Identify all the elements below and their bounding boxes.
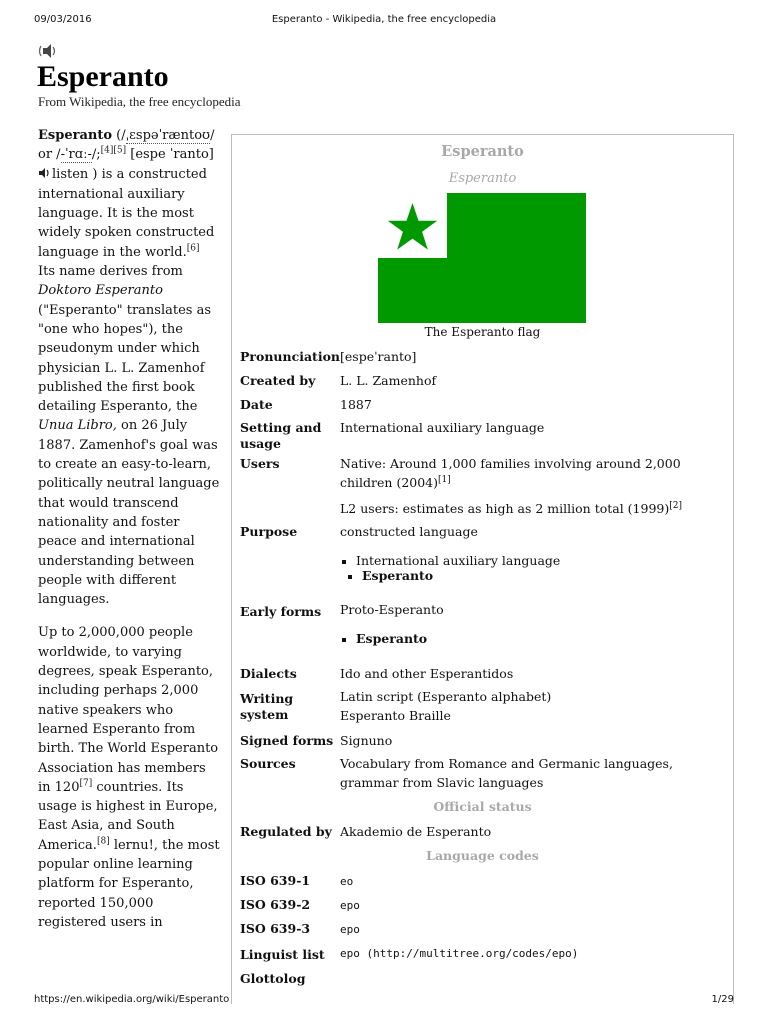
label-early-forms: Early forms [240,604,322,619]
pron-or: or / [38,147,61,163]
value-purpose[interactable]: constructed language [340,524,478,539]
section-language-codes: Language codes [426,848,539,863]
doktoro-esperanto: Doktoro Esperanto [38,283,163,299]
value-iso-639-3[interactable]: epo [340,923,360,936]
ref-5[interactable]: [5] [113,145,127,156]
ref-4[interactable]: [4] [100,145,114,156]
infobox-title: Esperanto [441,143,524,160]
listen-link[interactable]: listen [52,166,89,182]
bullet-icon [342,638,346,642]
lead-paragraph-1 [38,126,220,609]
esperanto-flag[interactable] [378,193,586,323]
value-sources: Vocabulary from Romance and Germanic languages, grammar from Slavic languages [340,756,673,790]
label-iso-639-1: ISO 639-1 [240,873,311,888]
label-pronunciation: Pronunciation [240,349,340,364]
pron-close: / [210,128,215,143]
users-l2-text: L2 users: estimates as high as 2 million total (1999) [340,501,670,516]
value-pronunciation: [espeˈranto] [340,349,417,364]
label-signed-forms: Signed forms [240,733,334,748]
value-users-native [340,454,725,492]
lead-text-d: on 26 July 1887. Zamenhof's goal was to create an easy-to-learn, politically neutral language that would transcend nationality and foster peace and international understanding between people with different languages. [38,418,220,608]
ref-6[interactable]: [6] [186,243,200,254]
users-native-text: Native: Around 1,000 families involving around 2,000 children (2004) [340,456,681,490]
lead-term: Esperanto [38,128,112,143]
value-users-l2 [340,499,725,518]
label-setting: Setting and usage [240,420,322,451]
infobox-native-name: Esperanto [448,171,517,186]
purpose-item-2[interactable] [348,568,433,583]
page-title: Esperanto [37,60,169,93]
print-url: https://en.wikipedia.org/wiki/Esperanto [34,994,230,1005]
esperanto-ipa: [espe ˈranto] [126,147,214,163]
label-iso-639-3: ISO 639-3 [240,921,311,936]
site-subtitle: From Wikipedia, the free encyclopedia [38,94,241,109]
label-regulated-by: Regulated by [240,824,332,839]
value-regulated-by[interactable]: Akademio de Esperanto [340,824,492,839]
flag-caption: The Esperanto flag [424,325,541,339]
p2-text-c: lernu!, the most popular online learning platform for Esperanto, reported 150,000 registered users in [38,837,220,930]
purpose-item-1[interactable] [342,553,560,568]
value-created-by[interactable]: L. L. Zamenhof [340,373,437,388]
early-forms-item-1-text: Esperanto [356,631,428,646]
p2-text-a: Up to 2,000,000 people worldwide, to varying degrees, speak Esperanto, including perhaps 2,000 native speakers who learned Esperanto from birth. The World Esperanto Association has members in 120 [38,625,219,795]
value-setting[interactable]: International auxiliary language [340,420,545,435]
lead-section [38,126,220,946]
listen-speaker-icon[interactable] [38,166,52,185]
purpose-item-2-text: Esperanto [362,568,434,583]
bullet-icon [342,560,346,564]
early-forms-item-1[interactable] [342,631,427,646]
value-iso-639-2[interactable]: epo [340,899,360,912]
ref-1[interactable]: [1] [438,474,451,485]
bullet-icon [348,575,352,579]
print-page-number: 1/29 [711,994,734,1005]
purpose-item-1-text: International auxiliary language [356,553,561,568]
value-writing-braille[interactable]: Esperanto Braille [340,708,451,723]
value-early-forms[interactable]: Proto-Esperanto [340,602,444,617]
label-date: Date [240,397,273,412]
label-writing-system: Writing system [240,691,294,722]
label-users: Users [240,456,280,471]
value-linguist-list[interactable]: epo (http://multitree.org/codes/epo) [340,947,579,960]
print-title: Esperanto - Wikipedia, the free encyclopedia [271,14,497,25]
label-sources: Sources [240,756,296,771]
ref-7[interactable]: [7] [79,778,93,789]
label-dialects: Dialects [240,666,297,681]
label-linguist-list: Linguist list [240,947,325,962]
ref-8[interactable]: [8] [96,836,110,847]
label-purpose: Purpose [240,524,298,539]
lead-text-b: Its name derives from [38,264,183,280]
unua-libro[interactable]: Unua Libro, [38,418,117,434]
ipa-link-2[interactable]: -ˈrɑː- [60,147,92,163]
value-writing-latin[interactable]: Latin script (Esperanto alphabet) [340,689,552,704]
value-dialects[interactable]: Ido and other Esperantidos [340,666,514,681]
lead-paragraph-2 [38,623,220,932]
lead-text-c: ("Esperanto" translates as "one who hopes"), the pseudonym under which physician L. L. Zamenhof published the first book detailing Esperanto, the [38,302,212,415]
pron-open: (/ [112,128,126,143]
ipa-link[interactable]: ˌɛspəˈræntoʊ [125,128,211,143]
infobox [231,134,734,1004]
section-official-status: Official status [433,799,532,814]
value-signed-forms[interactable]: Signuno [340,733,393,748]
print-date: 09/03/2016 [34,14,92,25]
value-iso-639-1[interactable]: eo [340,875,354,888]
label-created-by: Created by [240,373,316,388]
label-iso-639-2: ISO 639-2 [240,897,311,912]
label-glottolog: Glottolog [240,971,306,986]
ref-2[interactable]: [2] [669,500,682,511]
value-date: 1887 [340,397,372,412]
pron-semi: /; [91,147,101,163]
lead-text-a: ) is a constructed international auxiliary language. It is the most widely spoken constructed language in the world. [38,166,215,260]
p2-text-b: countries. Its usage is highest in Europe, East Asia, and South America. [38,779,218,853]
